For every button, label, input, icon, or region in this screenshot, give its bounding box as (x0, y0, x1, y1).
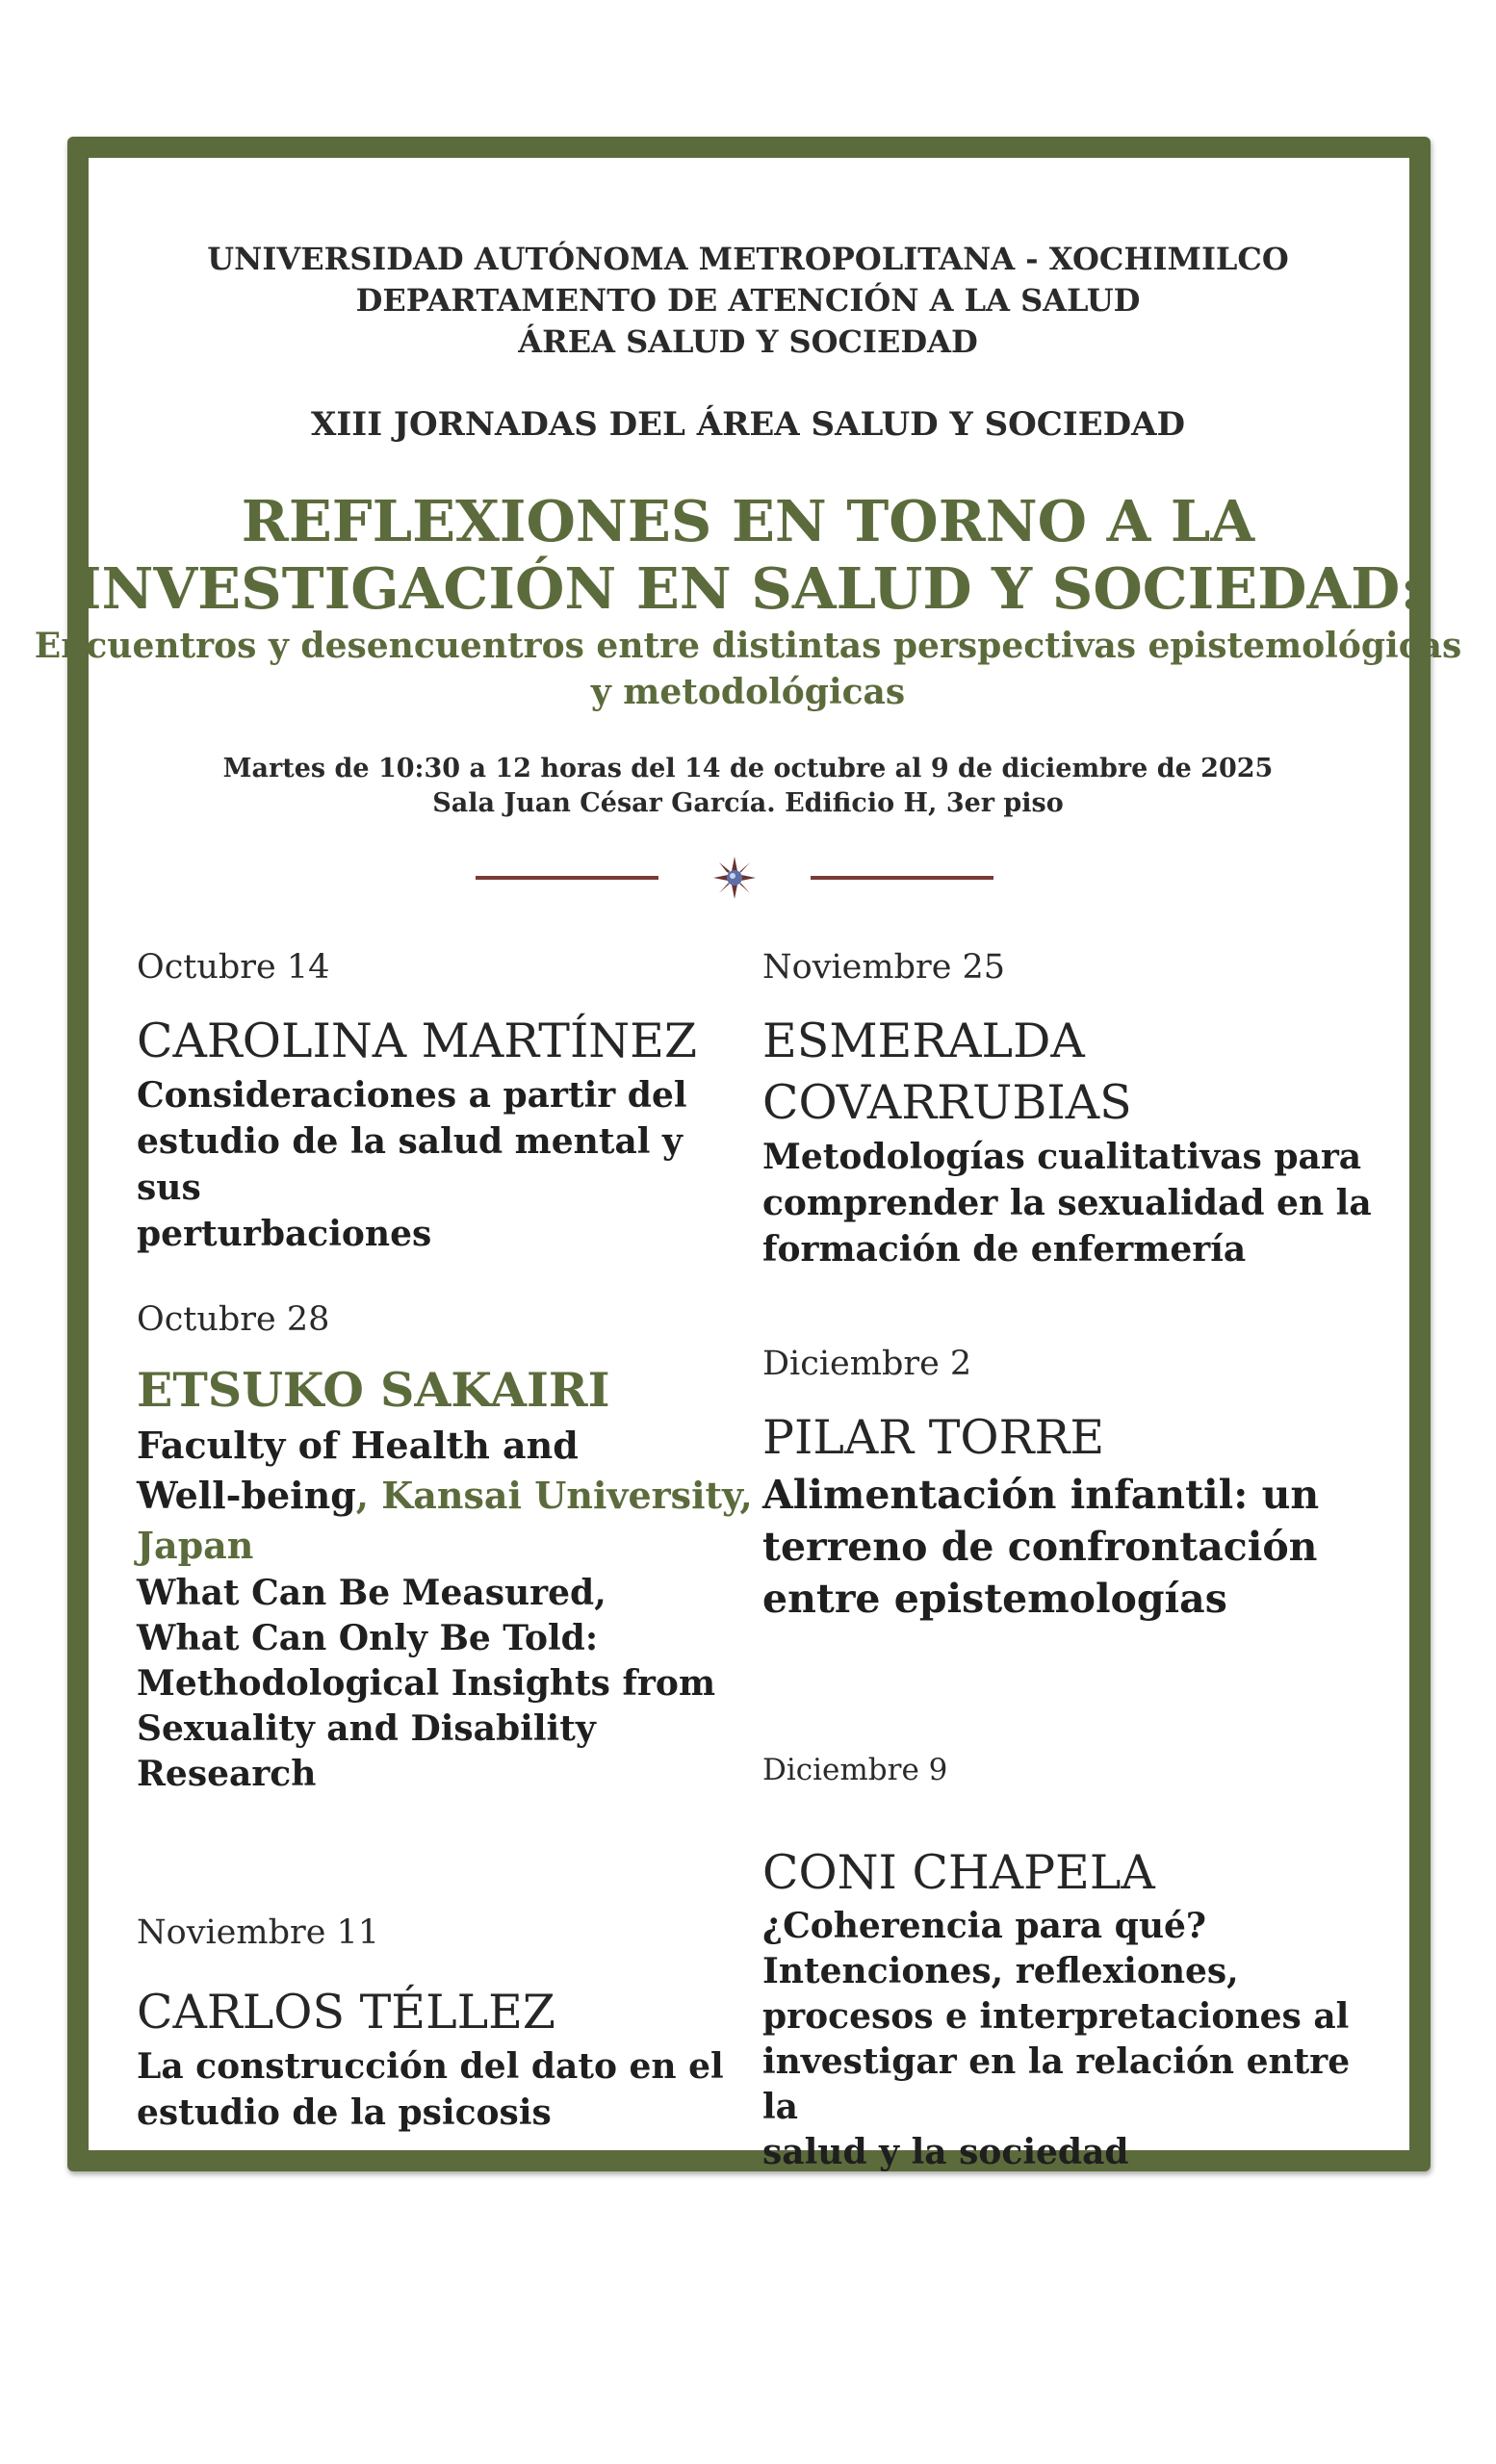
session-date: Noviembre 25 (762, 948, 1006, 987)
event-series: XIII JORNADAS DEL ÁREA SALUD Y SOCIEDAD (311, 405, 1185, 444)
event-subtitle (0, 623, 1496, 715)
talk-title (762, 1469, 1379, 1625)
talk-title (137, 1072, 753, 1257)
talk-line: comprender la sexualidad en la (762, 1183, 1372, 1223)
talk-title (137, 2043, 753, 2136)
event-title (0, 488, 1496, 623)
session-card (762, 945, 1379, 1272)
talk-line: formación de enfermería (762, 1229, 1247, 1270)
talk-line: What Can Only Be Told: (137, 1618, 599, 1658)
session-card (762, 1748, 1379, 2175)
schedule-text: Martes de 10:30 a 12 horas del 14 de octubre al 9 de diciembre de 2025 (222, 754, 1274, 783)
institution-line: UNIVERSIDAD AUTÓNOMA METROPOLITANA - XOCHIMILCO (207, 241, 1289, 277)
talk-line: Metodologías cualitativas para (762, 1137, 1362, 1177)
venue-text: Sala Juan César García. Edificio H, 3er piso (432, 788, 1064, 818)
department-line: DEPARTAMENTO DE ATENCIÓN A LA SALUD (355, 282, 1141, 319)
session-date: Noviembre 11 (137, 1913, 380, 1952)
talk-line: Consideraciones a partir del (137, 1075, 687, 1116)
speaker-name-line: ESMERALDA (762, 1014, 1085, 1068)
talk-line: Sexuality and Disability Research (137, 1708, 596, 1794)
poster-header (0, 239, 1496, 821)
speaker-name (762, 1011, 1379, 1134)
schedule-column-right (762, 945, 1379, 2175)
subtitle-line: y metodológicas (590, 672, 906, 712)
affiliation-line: Faculty of Health and (137, 1424, 579, 1467)
affiliation-faculty: Well-being (137, 1474, 356, 1517)
talk-line: salud y la sociedad (762, 2132, 1129, 2172)
talk-line: ¿Coherencia para qué? (762, 1906, 1207, 1946)
session-card (137, 1911, 753, 2136)
speaker-name-line: COVARRUBIAS (762, 1075, 1132, 1130)
affiliation-country: Japan (137, 1524, 254, 1567)
session-card (137, 1297, 753, 1797)
talk-title (762, 1904, 1379, 2175)
title-line: INVESTIGACIÓN EN SALUD Y SOCIEDAD: (74, 555, 1422, 622)
divider-line-right (811, 876, 993, 880)
speaker-name: ETSUKO SAKAIRI (137, 1362, 610, 1418)
talk-line: Methodological Insights from (137, 1663, 716, 1704)
area-line: ÁREA SALUD Y SOCIEDAD (518, 323, 978, 360)
talk-line: La construcción del dato en el (137, 2046, 724, 2087)
talk-line: terreno de confrontación (762, 1524, 1318, 1570)
star-ornament-icon (713, 857, 756, 899)
affiliation-university: , Kansai University, (355, 1474, 753, 1517)
talk-line: procesos e interpretaciones al (762, 1996, 1350, 2037)
session-date: Diciembre 2 (762, 1345, 972, 1383)
talk-line: entre epistemologías (762, 1576, 1227, 1622)
talk-title (762, 1134, 1379, 1272)
speaker-affiliation (137, 1421, 753, 1571)
speaker-name: CARLOS TÉLLEZ (137, 1985, 555, 2040)
ornament-divider (0, 857, 1496, 895)
session-card (762, 1342, 1379, 1625)
event-logistics (0, 752, 1496, 821)
talk-line: estudio de la psicosis (137, 2092, 552, 2133)
session-date: Octubre 14 (137, 948, 330, 987)
talk-title (137, 1571, 753, 1797)
talk-line: estudio de la salud mental y sus (137, 1121, 683, 1208)
affiliation-line (137, 1471, 753, 1521)
subtitle-line: Encuentros y desencuentros entre distintas perspectivas epistemológicas (34, 626, 1462, 666)
title-line: REFLEXIONES EN TORNO A LA (241, 488, 1255, 554)
divider-line-left (476, 876, 658, 880)
speaker-name: PILAR TORRE (762, 1410, 1105, 1465)
session-date: Diciembre 9 (762, 1753, 948, 1787)
schedule-column-left (137, 945, 753, 2136)
talk-line: Intenciones, reflexiones, (762, 1951, 1239, 1991)
talk-line: investigar en la relación entre la (762, 2041, 1351, 2127)
speaker-name: CONI CHAPELA (762, 1845, 1155, 1900)
talk-line: What Can Be Measured, (137, 1573, 606, 1613)
session-card (137, 945, 753, 1257)
session-date: Octubre 28 (137, 1300, 330, 1339)
talk-line: Alimentación infantil: un (762, 1472, 1320, 1518)
speaker-name: CAROLINA MARTÍNEZ (137, 1014, 697, 1068)
talk-line: perturbaciones (137, 1214, 432, 1254)
